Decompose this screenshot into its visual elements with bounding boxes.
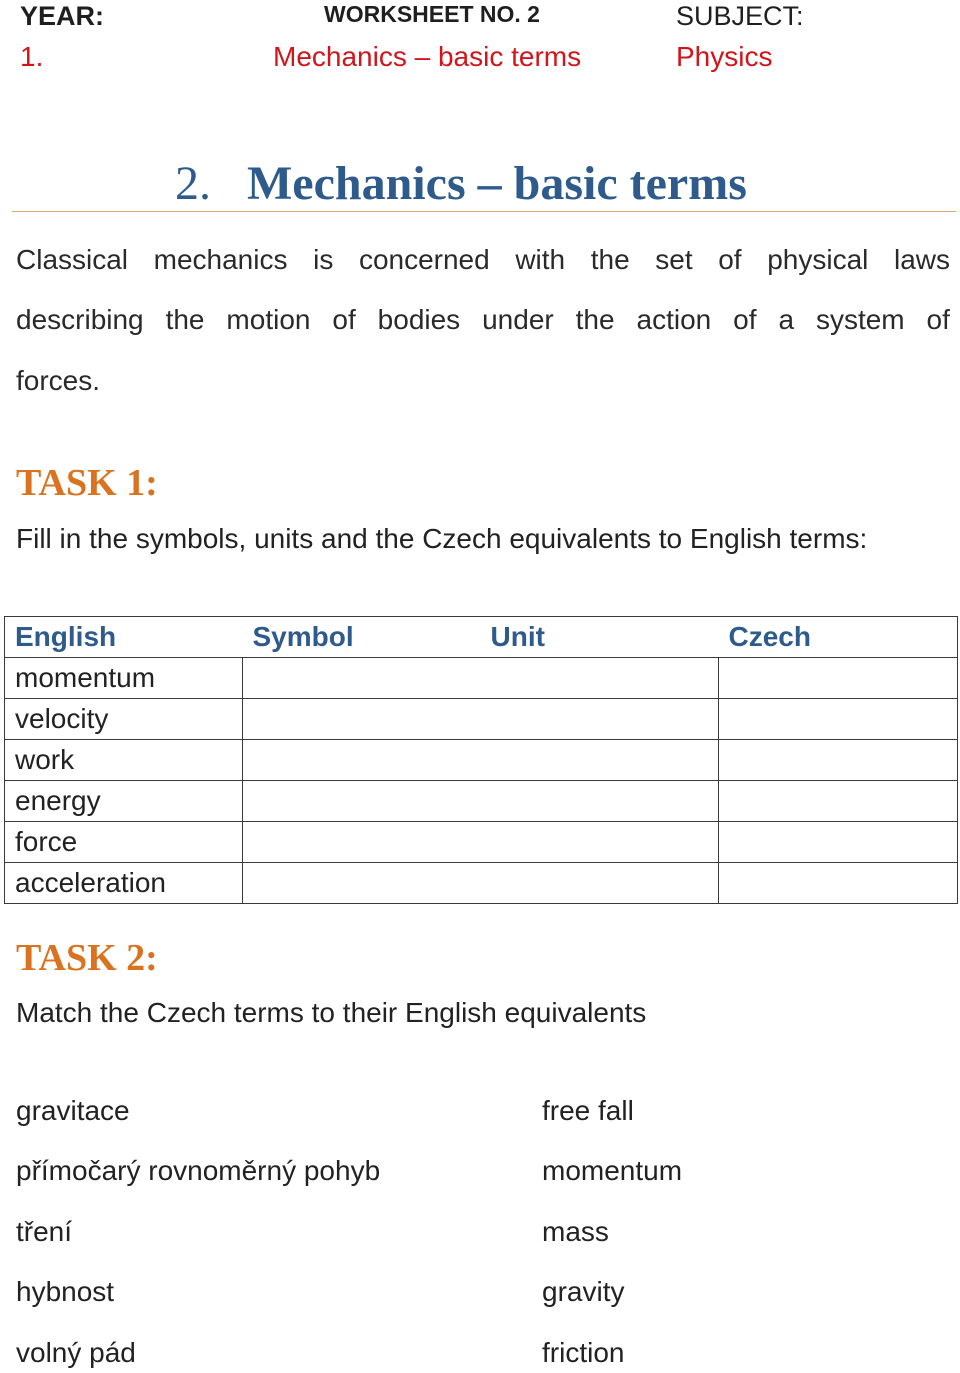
- worksheet-label: WORKSHEET NO. 2: [324, 1, 540, 27]
- intro-word: system: [815, 304, 905, 335]
- table-header-row: [5, 617, 958, 658]
- symbol-cell[interactable]: [243, 863, 481, 904]
- unit-cell[interactable]: [481, 781, 719, 822]
- english-term: gravity: [542, 1276, 625, 1307]
- year-label: YEAR:: [20, 1, 105, 31]
- worksheet-topic: Mechanics – basic terms: [273, 41, 582, 72]
- czech-cell[interactable]: [719, 699, 958, 740]
- intro-word: set: [655, 244, 693, 275]
- task1-instruction: Fill in the symbols, units and the Czech equivalents to English terms:: [16, 523, 868, 554]
- intro-word: mechanics: [153, 244, 288, 275]
- unit-cell[interactable]: [481, 822, 719, 863]
- intro-word: the: [590, 244, 630, 275]
- task1-heading: TASK 1:: [16, 462, 158, 504]
- intro-line-3: forces.: [16, 365, 101, 396]
- column-header-czech: Czech: [719, 617, 958, 658]
- czech-term: tření: [16, 1216, 73, 1247]
- intro-line-1: [16, 246, 950, 274]
- czech-cell[interactable]: [719, 863, 958, 904]
- intro-word: concerned: [358, 244, 490, 275]
- table-row: [5, 740, 958, 781]
- intro-word: the: [575, 304, 615, 335]
- intro-word: of: [332, 304, 356, 335]
- intro-word: of: [718, 244, 742, 275]
- unit-cell[interactable]: [481, 699, 719, 740]
- intro-word: of: [926, 304, 950, 335]
- column-header-english: English: [5, 617, 243, 658]
- column-header-unit: Unit: [481, 617, 719, 658]
- intro-word: physical: [767, 244, 869, 275]
- unit-cell[interactable]: [481, 658, 719, 699]
- czech-term: volný pád: [16, 1337, 136, 1368]
- symbol-cell[interactable]: [243, 781, 481, 822]
- table-row: [5, 863, 958, 904]
- english-term: mass: [542, 1216, 609, 1247]
- intro-word: is: [313, 244, 334, 275]
- year-value: 1.: [20, 41, 44, 72]
- english-term: momentum: [542, 1155, 683, 1186]
- table-row: [5, 822, 958, 863]
- czech-cell[interactable]: [719, 658, 958, 699]
- intro-word: Classical: [16, 244, 129, 275]
- english-term: friction: [542, 1337, 625, 1368]
- column-header-symbol: Symbol: [243, 617, 481, 658]
- czech-cell[interactable]: [719, 822, 958, 863]
- task2-instruction: Match the Czech terms to their English equivalents: [16, 997, 647, 1028]
- intro-word: describing: [16, 304, 144, 335]
- task2-heading: TASK 2:: [16, 937, 158, 979]
- section-number: 2.: [175, 157, 211, 210]
- term-cell: energy: [5, 781, 243, 822]
- czech-cell[interactable]: [719, 781, 958, 822]
- intro-line-2: [16, 306, 950, 334]
- intro-word: under: [482, 304, 554, 335]
- symbol-cell[interactable]: [243, 740, 481, 781]
- intro-word: motion: [226, 304, 311, 335]
- intro-word: a: [778, 304, 795, 335]
- symbol-cell[interactable]: [243, 658, 481, 699]
- intro-word: the: [165, 304, 205, 335]
- czech-cell[interactable]: [719, 740, 958, 781]
- table-row: [5, 699, 958, 740]
- term-cell: velocity: [5, 699, 243, 740]
- intro-word: with: [515, 244, 566, 275]
- term-cell: momentum: [5, 658, 243, 699]
- intro-word: bodies: [377, 304, 461, 335]
- subject-value: Physics: [676, 41, 773, 72]
- unit-cell[interactable]: [481, 863, 719, 904]
- title-rule: [12, 211, 956, 212]
- symbol-cell[interactable]: [243, 699, 481, 740]
- term-cell: force: [5, 822, 243, 863]
- table-row: [5, 658, 958, 699]
- term-cell: work: [5, 740, 243, 781]
- page-title: Mechanics – basic terms: [247, 157, 747, 210]
- term-cell: acceleration: [5, 863, 243, 904]
- symbol-cell[interactable]: [243, 822, 481, 863]
- czech-term: přímočarý rovnoměrný pohyb: [16, 1155, 381, 1186]
- intro-word: of: [733, 304, 757, 335]
- czech-term: gravitace: [16, 1095, 130, 1126]
- unit-cell[interactable]: [481, 740, 719, 781]
- table-row: [5, 781, 958, 822]
- intro-word: laws: [893, 244, 950, 275]
- intro-word: action: [636, 304, 712, 335]
- terms-table: [4, 616, 958, 904]
- english-term: free fall: [542, 1095, 634, 1126]
- subject-label: SUBJECT:: [676, 1, 804, 31]
- czech-term: hybnost: [16, 1276, 115, 1307]
